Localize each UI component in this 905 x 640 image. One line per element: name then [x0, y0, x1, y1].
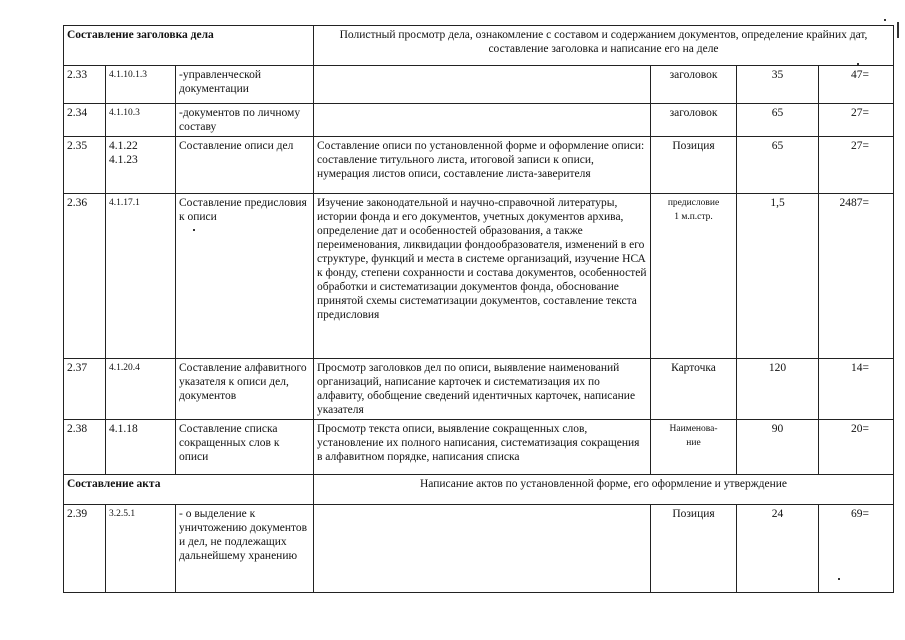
row-norm: 90 [737, 420, 819, 475]
section-header [64, 26, 894, 66]
table-row [64, 137, 894, 194]
row-value: 20= [819, 420, 894, 475]
row-content: Просмотр заголовков дел по описи, выявление наименований организаций, написание карточек и систематизация их по алфавиту, обобщение сведений идентичных карточек, написание указателя [314, 359, 651, 420]
section-header [64, 475, 894, 505]
table-row [64, 420, 894, 475]
row-norm: 24 [737, 505, 819, 593]
row-name: Составление предисловия к описи [176, 194, 314, 359]
row-norm: 65 [737, 137, 819, 194]
row-unit: Позиция [651, 505, 737, 593]
row-code: 4.1.10.3 [106, 104, 176, 137]
row-unit: заголовок [651, 104, 737, 137]
row-code: 4.1.22 4.1.23 [106, 137, 176, 194]
table-row [64, 194, 894, 359]
row-name: -управленческой документации [176, 66, 314, 104]
table-row [64, 104, 894, 137]
row-unit: заголовок [651, 66, 737, 104]
row-value: 69= [819, 505, 894, 593]
row-name: Составление списка сокращенных слов к описи [176, 420, 314, 475]
speck [838, 578, 840, 580]
norms-table [63, 25, 894, 593]
row-norm: 120 [737, 359, 819, 420]
table-row [64, 359, 894, 420]
row-code: 3.2.5.1 [106, 505, 176, 593]
section-title: Составление заголовка дела [64, 26, 314, 66]
row-number: 2.33 [64, 66, 106, 104]
section-description: Полистный просмотр дела, ознакомление с составом и содержанием документов, определение крайних дат, составление заголовка и написание его на деле [314, 26, 894, 66]
row-code: 4.1.20.4 [106, 359, 176, 420]
row-number: 2.34 [64, 104, 106, 137]
row-code: 4.1.17.1 [106, 194, 176, 359]
row-norm: 35 [737, 66, 819, 104]
row-value: 47= [819, 66, 894, 104]
row-unit: предисловие 1 м.п.стр. [651, 194, 737, 359]
table-row [64, 505, 894, 593]
row-code: 4.1.10.1.3 [106, 66, 176, 104]
row-number: 2.38 [64, 420, 106, 475]
edge-mark [897, 22, 899, 38]
row-value: 14= [819, 359, 894, 420]
row-unit: Карточка [651, 359, 737, 420]
row-number: 2.39 [64, 505, 106, 593]
section-description: Написание актов по установленной форме, его оформление и утверждение [314, 475, 894, 505]
row-unit: Наименова- ние [651, 420, 737, 475]
row-number: 2.37 [64, 359, 106, 420]
row-name: - о выделение к уничтожению документов и дел, не подлежащих дальнейшему хранению [176, 505, 314, 593]
row-content [314, 104, 651, 137]
row-content: Изучение законодательной и научно-справочной литературы, истории фонда и его документов, учетных документов архива, определение дат и особенностей образования, а также переименования, ликвидации фондообразователя, изменений в его структуре, функций и места в системе организаций, изучение НСА к фонду, степени сохранности и состава документов, особенностей обработки и систематизации документов фонда, обоснование принятой схемы систематизации документов, составление текста предисловия [314, 194, 651, 359]
row-value: 27= [819, 104, 894, 137]
row-number: 2.36 [64, 194, 106, 359]
row-unit: Позиция [651, 137, 737, 194]
row-name: Составление описи дел [176, 137, 314, 194]
row-value: 27= [819, 137, 894, 194]
speck [193, 229, 195, 231]
section-title: Составление акта [64, 475, 314, 505]
row-content: Просмотр текста описи, выявление сокращенных слов, установление их полного написания, систематизация сокращения в алфавитном порядке, написания списка [314, 420, 651, 475]
row-content [314, 66, 651, 104]
row-content [314, 505, 651, 593]
row-name: -документов по личному составу [176, 104, 314, 137]
speck [884, 19, 886, 21]
row-name: Составление алфавитного указателя к описи дел, документов [176, 359, 314, 420]
row-number: 2.35 [64, 137, 106, 194]
speck [857, 63, 859, 65]
table-row [64, 66, 894, 104]
row-code: 4.1.18 [106, 420, 176, 475]
row-content: Составление описи по установленной форме и оформление описи: составление титульного листа, итоговой записи к описи, нумерация листов описи, составление листа-заверителя [314, 137, 651, 194]
row-norm: 65 [737, 104, 819, 137]
row-norm: 1,5 [737, 194, 819, 359]
row-value: 2487= [819, 194, 894, 359]
